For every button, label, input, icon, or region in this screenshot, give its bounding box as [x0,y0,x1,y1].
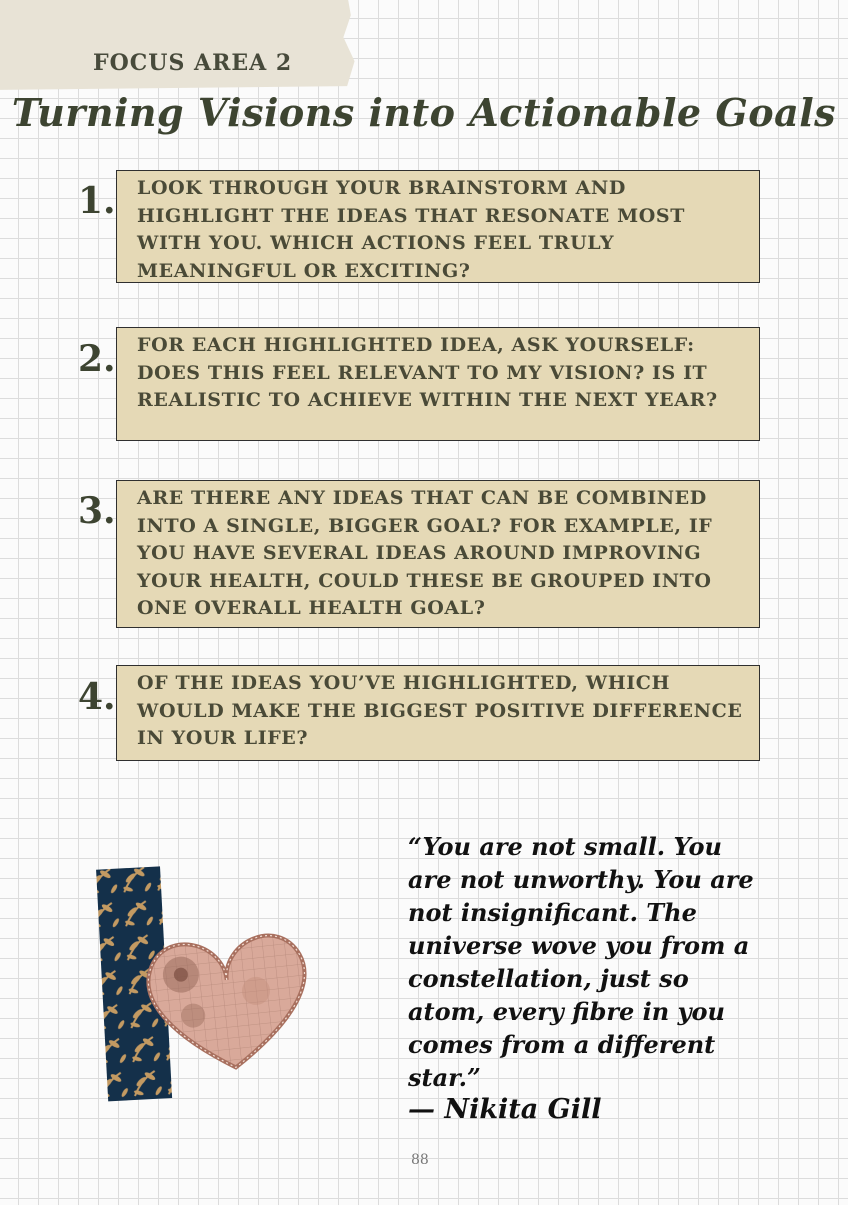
quote-author: — Nikita Gill [408,1094,602,1125]
item-number-3: 3. [78,490,116,532]
heart-sticker-decoration [92,862,332,1107]
quote-text: “You are not small. You are not unworthy. You are not insignificant. The universe wove you from a constellation, just so atom, every fibre in you comes from a different star.” [408,832,754,1092]
prompt-text-3: ARE THERE ANY IDEAS THAT CAN BE COMBINED INTO A SINGLE, BIGGER GOAL? FOR EXAMPLE, IF YOU HAVE SEVERAL IDEAS AROUND IMPROVING YOUR HEALTH, COULD THESE BE GROUPED INTO ONE OVERALL HEALTH GOAL? [137,487,713,619]
item-number-2: 2. [78,338,116,380]
heart-sticker [145,932,314,1076]
section-label: FOCUS AREA 2 [93,50,293,76]
page-title: Turning Visions into Actionable Goals [11,90,837,135]
prompt-box-4 [116,665,760,761]
prompt-box-1 [116,170,760,283]
item-number-1: 1. [78,180,116,222]
prompt-text-2: FOR EACH HIGHLIGHTED IDEA, ASK YOURSELF: DOES THIS FEEL RELEVANT TO MY VISION? IS IT REALISTIC TO ACHIEVE WITHIN THE NEXT YEAR? [137,334,718,411]
item-number-4: 4. [78,676,116,718]
prompt-text-1: LOOK THROUGH YOUR BRAINSTORM AND HIGHLIGHT THE IDEAS THAT RESONATE MOST WITH YOU. WHICH ACTIONS FEEL TRULY MEANINGFUL OR EXCITING? [137,177,685,282]
prompt-box-2 [116,327,760,441]
prompt-box-3 [116,480,760,628]
page-number: 88 [411,1152,429,1168]
paper-tape-decoration [0,0,362,90]
prompt-text-4: OF THE IDEAS YOU’VE HIGHLIGHTED, WHICH WOULD MAKE THE BIGGEST POSITIVE DIFFERENCE IN YOUR LIFE? [137,672,743,749]
